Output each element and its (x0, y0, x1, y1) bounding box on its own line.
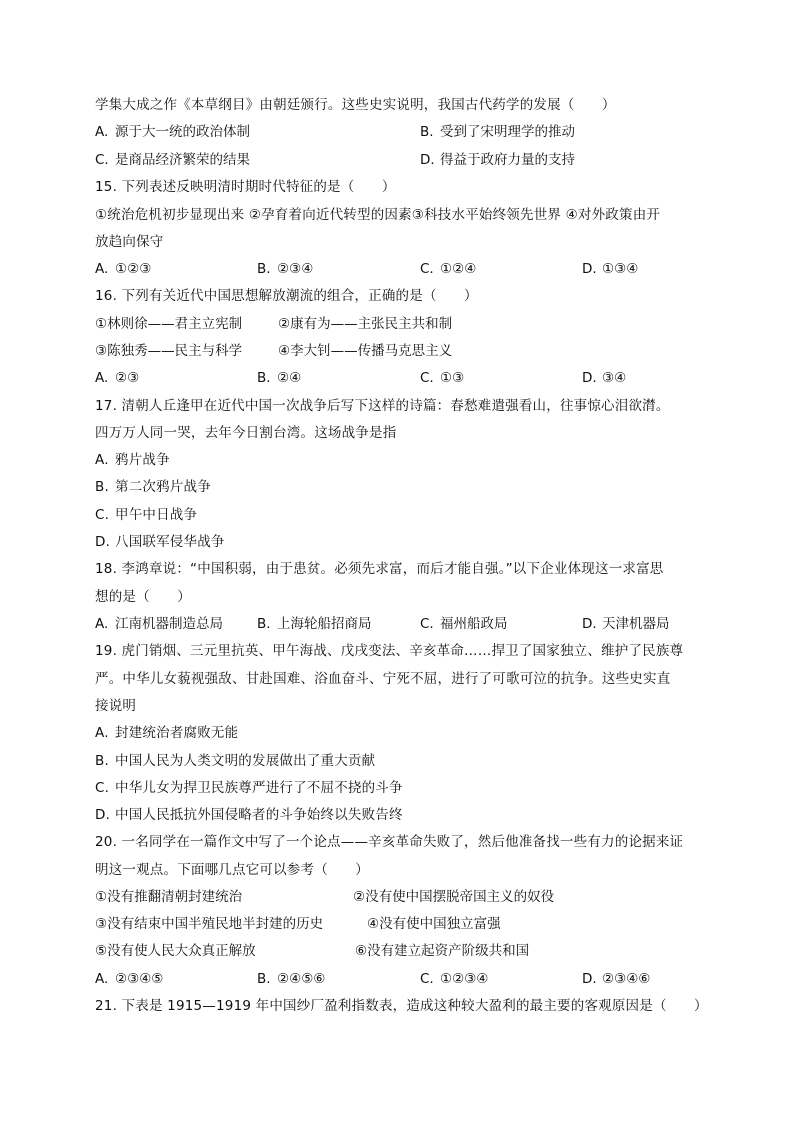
q19-option-c[interactable]: C. 中华儿女为捍卫民族尊严进行了不屈不挠的斗争 (95, 780, 403, 796)
q21-stem: 21. 下表是 1915—1919 年中国纱厂盈利指数表，造成这种较大盈利的最主要的客观原因是（ ） (95, 998, 708, 1014)
q17-option-a[interactable]: A. 鸦片战争 (95, 452, 170, 468)
q19-option-b[interactable]: B. 中国人民为人类文明的发展做出了重大贡献 (95, 753, 376, 769)
q16-statement-1: ①林则徐——君主立宪制 (95, 316, 243, 332)
q16-stem: 16. 下列有关近代中国思想解放潮流的组合，正确的是（ ） (95, 288, 478, 304)
q20-statement-5: ⑤没有使人民大众真正解放 (95, 943, 256, 959)
q20-option-d[interactable]: D. ②③④⑥ (582, 971, 651, 987)
q19-stem-2: 严。中华儿女藐视强敌、甘赴国难、浴血奋斗、宁死不屈，进行了可歌可泣的抗争。这些史实直 (95, 671, 671, 687)
q14-option-a[interactable]: A. 源于大一统的政治体制 (95, 124, 250, 140)
q19-option-a[interactable]: A. 封建统治者腐败无能 (95, 725, 239, 741)
q15-option-c[interactable]: C. ①②④ (420, 261, 477, 277)
q16-option-b[interactable]: B. ②④ (257, 370, 302, 386)
q16-option-c[interactable]: C. ①③ (420, 370, 465, 386)
q15-statements-1: ①统治危机初步显现出来 ②孕育着向近代转型的因素③科技水平始终领先世界 ④对外政策由开 (95, 207, 661, 223)
q15-stem: 15. 下列表述反映明清时期时代特征的是（ ） (95, 179, 396, 195)
q20-statement-2: ②没有使中国摆脱帝国主义的奴役 (353, 889, 555, 905)
q15-statements-2: 放趋向保守 (95, 234, 164, 250)
q16-statement-3: ③陈独秀——民主与科学 (95, 343, 243, 359)
q20-statement-6: ⑥没有建立起资产阶级共和国 (355, 943, 530, 959)
q17-option-b[interactable]: B. 第二次鸦片战争 (95, 479, 211, 495)
q16-option-a[interactable]: A. ②③ (95, 370, 140, 386)
q16-option-d[interactable]: D. ③④ (582, 370, 627, 386)
q16-statement-2: ②康有为——主张民主共和制 (278, 316, 453, 332)
q14-option-d[interactable]: D. 得益于政府力量的支持 (420, 152, 575, 168)
q18-option-b[interactable]: B. 上海轮船招商局 (257, 616, 372, 632)
q14-option-b[interactable]: B. 受到了宋明理学的推动 (420, 124, 575, 140)
q20-statement-1: ①没有推翻清朝封建统治 (95, 889, 243, 905)
q20-stem-1: 20. 一名同学在一篇作文中写了一个论点——辛亥革命失败了，然后他准备找一些有力的论据来证 (95, 834, 684, 850)
q15-option-d[interactable]: D. ①③④ (582, 261, 639, 277)
q17-stem-1: 17. 清朝人丘逢甲在近代中国一次战争后写下这样的诗篇：春愁难遣强看山，往事惊心泪欲潸。 (95, 398, 670, 414)
q18-option-a[interactable]: A. 江南机器制造总局 (95, 616, 223, 632)
q14-stem: 学集大成之作《本草纲目》由朝廷颁行。这些史实说明，我国古代药学的发展（ ） (95, 97, 616, 113)
q20-option-c[interactable]: C. ①②③④ (420, 971, 489, 987)
q19-stem-1: 19. 虎门销烟、三元里抗英、甲午海战、戊戌变法、辛亥革命……捍卫了国家独立、维护了民族尊 (95, 643, 684, 659)
q20-stem-2: 明这一观点。下面哪几点它可以参考（ ） (95, 862, 369, 878)
q17-stem-2: 四万万人同一哭，去年今日割台湾。这场战争是指 (95, 425, 397, 441)
q20-option-a[interactable]: A. ②③④⑤ (95, 971, 164, 987)
q20-statement-4: ④没有使中国独立富强 (367, 916, 501, 932)
q18-stem-2: 想的是（ ） (95, 589, 191, 605)
q18-option-d[interactable]: D. 天津机器局 (582, 616, 670, 632)
q19-stem-3: 接说明 (95, 698, 137, 714)
q18-stem-1: 18. 李鸿章说：“中国积弱，由于患贫。必须先求富，而后才能自强。”以下企业体现这一求富思 (95, 561, 664, 577)
q19-option-d[interactable]: D. 中国人民抵抗外国侵略者的斗争始终以失败告终 (95, 807, 403, 823)
q16-statement-4: ④李大钊——传播马克思主义 (278, 343, 453, 359)
q14-option-c[interactable]: C. 是商品经济繁荣的结果 (95, 152, 250, 168)
q15-option-b[interactable]: B. ②③④ (257, 261, 314, 277)
q20-statement-3: ③没有结束中国半殖民地半封建的历史 (95, 916, 324, 932)
q20-option-b[interactable]: B. ②④⑤⑥ (257, 971, 326, 987)
q18-option-c[interactable]: C. 福州船政局 (420, 616, 508, 632)
q17-option-d[interactable]: D. 八国联军侵华战争 (95, 534, 225, 550)
q15-option-a[interactable]: A. ①②③ (95, 261, 152, 277)
q17-option-c[interactable]: C. 甲午中日战争 (95, 507, 198, 523)
